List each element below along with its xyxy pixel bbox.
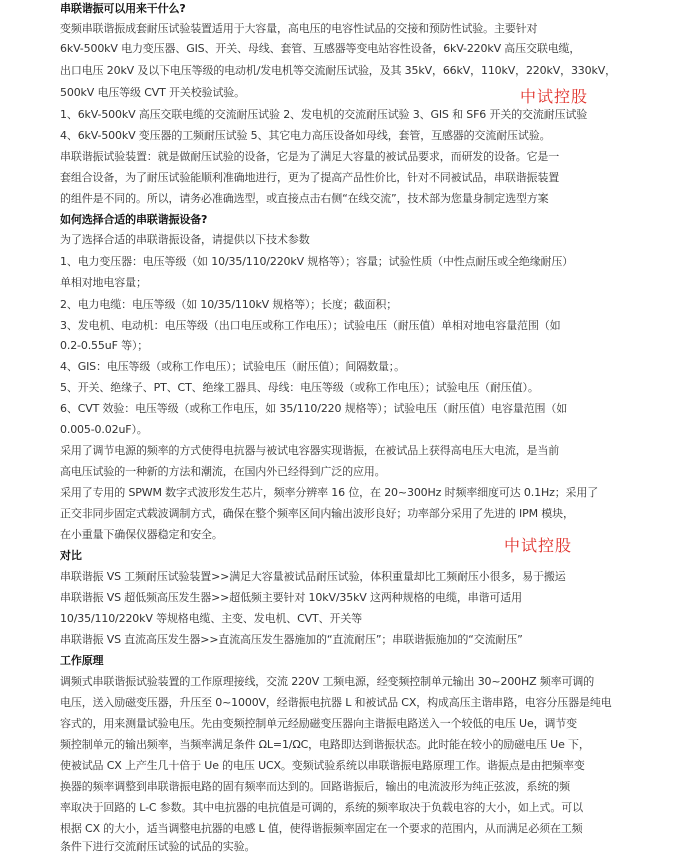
paragraph-line: 1、6kV-500kV 高压交联电缆的交流耐压试验 2、发电机的交流耐压试验 3、GIS 和 SF6 开关的交流耐压试验 <box>60 108 588 121</box>
paragraph-line: 使被试品 CX 上产生几十倍于 Ue 的电压 UCX。变频试验系统以串联谐振电路原理工作。谐振点是由把频率变 <box>60 759 585 772</box>
paragraph-line: 采用了专用的 SPWM 数字式波形发生芯片，频率分辨率 16 位，在 20~300Hz 时频率细度可达 0.1Hz；采用了 <box>60 486 599 499</box>
watermark: 中试控股 <box>520 87 589 106</box>
heading-working-principle: 工作原理 <box>60 654 104 667</box>
paragraph-line: 电压，送入励磁变压器，升压至 0~1000V，经谐振电抗器 L 和被试品 CX，构成高压主谐串路，电容分压器是纯电 <box>60 696 612 709</box>
paragraph-line: 在小重量下确保仪器稳定和安全。 <box>60 528 223 541</box>
paragraph-line: 条件下进行交流耐压试验的试品的实验。 <box>60 840 256 853</box>
paragraph-line: 高电压试验的一种新的方法和潮流，在国内外已经得到广泛的应用。 <box>60 465 386 478</box>
paragraph-line: 出口电压 20kV 及以下电压等级的电动机/发电机等交流耐压试验，及其 35kV，66kV，110kV，220kV，330kV， <box>60 64 616 77</box>
watermark: 中试控股 <box>504 536 573 555</box>
paragraph-line: 500kV 电压等级 CVT 开关校验试验。 <box>60 86 246 99</box>
list-item: 4、GIS：电压等级（或称工作电压）；试验电压（耐压值）；间隔数量；。 <box>60 360 405 373</box>
list-item: 5、开关、绝缘子、PT、CT、绝缘工器具、母线：电压等级（或称工作电压）；试验电压（耐压值）。 <box>60 381 539 394</box>
list-item: 3、发电机、电动机：电压等级（出口电压或称工作电压）；试验电压（耐压值）单相对地电容量范围（如 <box>60 319 561 332</box>
comparison-line: 串联谐振 VS 超低频高压发生器>>超低频主要针对 10kV/35kV 这两种规格的电缆，串谐可适用 <box>60 591 522 604</box>
paragraph-line: 根据 CX 的大小，适当调整电抗器的电感 L 值，使得谐振频率固定在一个要求的范围内，从而满足必须在工频 <box>60 822 583 835</box>
paragraph-line: 率取决于回路的 L-C 参数。其中电抗器的电抗值是可调的，系统的频率取决于负载电容的大小，如上式。可以 <box>60 801 583 814</box>
list-item: 单相对地电容量； <box>60 276 147 289</box>
paragraph-line: 换器的频率调整到串联谐振电路的固有频率而达到的。回路谐振后，输出的电流波形为纯正弦波，系统的频 <box>60 780 570 793</box>
list-item: 6、CVT 效验：电压等级（或称工作电压，如 35/110/220 规格等）；试验电压（耐压值）电容量范围（如 <box>60 402 568 415</box>
heading-what-for: 串联谐振可以用来干什么? <box>60 2 186 15</box>
paragraph-line: 变频串联谐振成套耐压试验装置适用于大容量，高电压的电容性试品的交接和预防性试验。主要针对 <box>60 22 538 35</box>
comparison-line: 串联谐振 VS 工频耐压试验装置>>满足大容量被试品耐压试验，体积重量却比工频耐压小很多，易于搬运 <box>60 570 566 583</box>
list-item: 0.005-0.02uF）。 <box>60 423 148 436</box>
list-item: 0.2-0.55uF 等）； <box>60 339 149 352</box>
comparison-line: 10/35/110/220kV 等规格电缆、主变、发电机、CVT、开关等 <box>60 612 363 625</box>
heading-comparison: 对比 <box>60 549 82 562</box>
paragraph-line: 为了选择合适的串联谐振设备，请提供以下技术参数 <box>60 233 310 246</box>
paragraph-line: 容式的，用来测量试验电压。先由变频控制单元经励磁变压器向主谐振电路送入一个较低的电压 Ue，调节变 <box>60 717 577 730</box>
list-item: 1、电力变压器：电压等级（如 10/35/110/220kV 规格等）；容量；试验性质（中性点耐压或全绝缘耐压） <box>60 255 574 268</box>
paragraph-line: 6kV-500kV 电力变压器、GIS、开关、母线、套管、互感器等变电站容性设备，6kV-220kV 高压交联电缆， <box>60 42 581 55</box>
paragraph-line: 采用了调节电源的频率的方式使得电抗器与被试电容器实现谐振，在被试品上获得高电压大电流，是当前 <box>60 444 560 457</box>
paragraph-line: 调频式串联谐振试验装置的工作原理接线，交流 220V 工频电源，经变频控制单元输出 30~200HZ 频率可调的 <box>60 675 595 688</box>
paragraph-line: 4、6kV-500kV 变压器的工频耐压试验 5、其它电力高压设备如母线，套管，互感器的交流耐压试验。 <box>60 129 551 142</box>
heading-how-to-choose: 如何选择合适的串联谐振设备? <box>60 213 208 226</box>
paragraph-line: 正交非同步固定式载波调制方式，确保在整个频率区间内输出波形良好；功率部分采用了先进的 IPM 模块， <box>60 507 574 520</box>
paragraph-line: 串联谐振试验装置：就是做耐压试验的设备，它是为了满足大容量的被试品要求，而研发的设备。它是一 <box>60 150 560 163</box>
list-item: 2、电力电缆：电压等级（如 10/35/110kV 规格等）；长度；截面积； <box>60 298 398 311</box>
comparison-line: 串联谐振 VS 直流高压发生器>>直流高压发生器施加的“直流耐压”；串联谐振施加的“交流耐压” <box>60 633 523 646</box>
paragraph-line: 的组件是不同的。所以，请务必准确选型，或直接点击右侧“在线交流”，技术部为您量身制定选型方案 <box>60 192 549 205</box>
paragraph-line: 频控制单元的输出频率，当频率满足条件 ΩL=1/ΩC，电路即达到谐振状态。此时能在较小的励磁电压 Ue 下， <box>60 738 590 751</box>
paragraph-line: 套组合设备，为了耐压试验能顺利准确地进行，更为了提高产品性价比，针对不同被试品，串联谐振装置 <box>60 171 560 184</box>
